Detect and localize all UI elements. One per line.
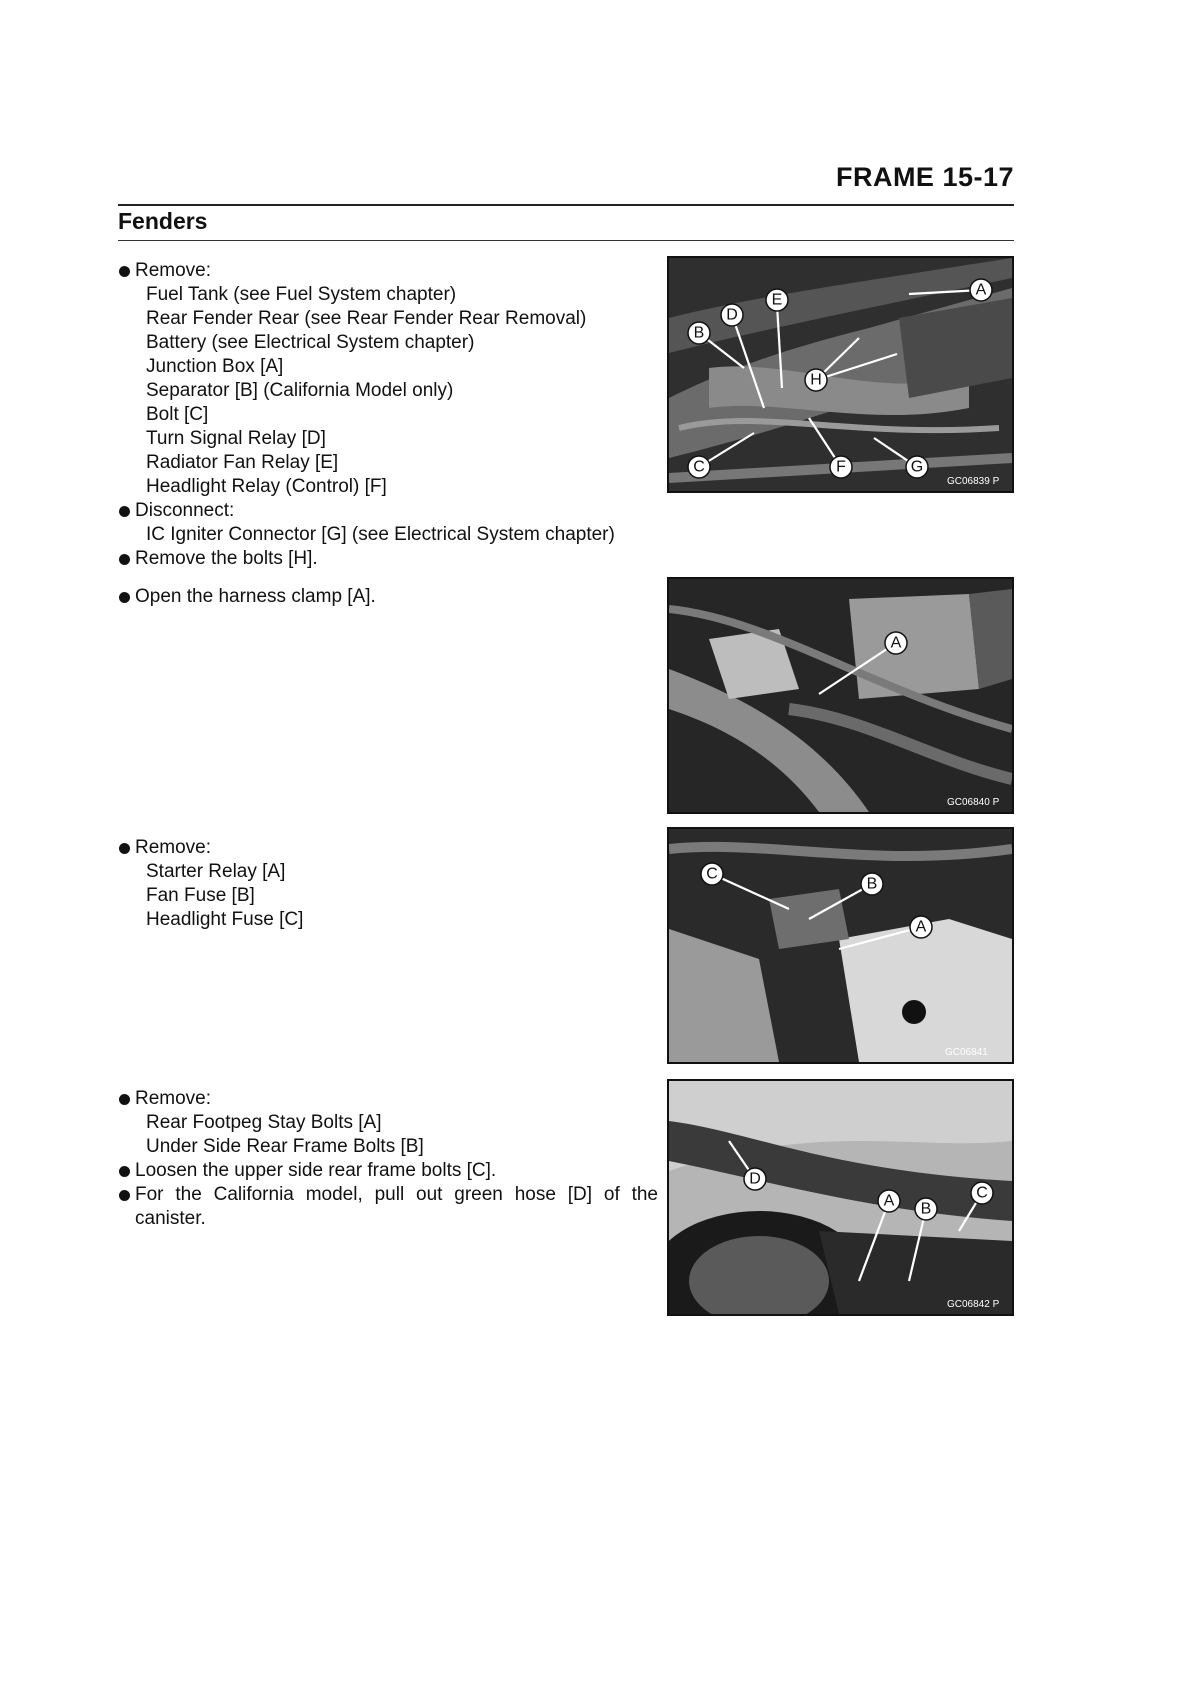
figure-3-label-a: A — [915, 918, 927, 936]
figure-1-label-b: B — [693, 324, 705, 342]
figure-2-code: GC06840 P — [947, 797, 1000, 808]
instruction-block-1 — [118, 259, 658, 571]
section-rule — [118, 240, 1014, 241]
figure-4-code: GC06842 P — [947, 1299, 1000, 1310]
figure-1-label-a: A — [975, 281, 987, 299]
section-title: Fenders — [118, 208, 208, 234]
sub-item: IC Igniter Connector [G] (see Electrical System chapter) — [146, 524, 615, 545]
figure-4-label-a: A — [883, 1192, 895, 1210]
figure-4-photo — [667, 1079, 1014, 1316]
instruction-block-4 — [118, 1087, 658, 1231]
figure-1-label-c: C — [693, 458, 705, 476]
sub-item: Rear Footpeg Stay Bolts [A] — [146, 1112, 382, 1133]
header-rule — [118, 204, 1014, 206]
bullet-item: Remove: — [118, 1087, 658, 1111]
bullet-item: Remove: — [118, 259, 658, 283]
figure-3-label-b: B — [866, 875, 878, 893]
sub-item: Fan Fuse [B] — [146, 885, 255, 906]
bullet-item: For the California model, pull out green hose [D] of the canister. — [118, 1183, 658, 1231]
figure-1-photo — [667, 256, 1014, 493]
figure-1-code: GC06839 P — [947, 476, 1000, 487]
figure-1-label-h: H — [810, 371, 822, 389]
sub-item: Turn Signal Relay [D] — [146, 428, 326, 449]
figure-3-label-c: C — [706, 865, 718, 883]
page-header: FRAME 15-17 — [835, 162, 1014, 192]
figure-2-label-a: A — [890, 634, 902, 652]
instruction-block-3 — [118, 836, 658, 932]
bullet-item: Loosen the upper side rear frame bolts [C]. — [118, 1159, 658, 1183]
sub-item: Rear Fender Rear (see Rear Fender Rear Removal) — [146, 308, 587, 329]
figure-4-label-b: B — [920, 1200, 932, 1218]
sub-item: Headlight Relay (Control) [F] — [146, 476, 387, 497]
bullet-item: Remove the bolts [H]. — [118, 547, 658, 571]
figure-2-photo — [667, 577, 1014, 814]
figure-1-label-d: D — [726, 306, 738, 324]
sub-item: Separator [B] (California Model only) — [146, 380, 454, 401]
figure-1-label-e: E — [771, 291, 783, 309]
figure-3-code: GC06841 — [945, 1047, 988, 1058]
instruction-block-2 — [118, 585, 658, 609]
figure-4-label-d: D — [749, 1170, 761, 1188]
sub-item: Battery (see Electrical System chapter) — [146, 332, 475, 353]
sub-item: Under Side Rear Frame Bolts [B] — [146, 1136, 424, 1157]
figure-1-label-g: G — [910, 458, 924, 476]
figure-1-label-f: F — [836, 458, 846, 476]
figure-4-label-c: C — [976, 1184, 988, 1202]
bullet-item: Remove: — [118, 836, 658, 860]
sub-item: Junction Box [A] — [146, 356, 284, 377]
sub-item: Fuel Tank (see Fuel System chapter) — [146, 284, 457, 305]
sub-item: Headlight Fuse [C] — [146, 909, 304, 930]
sub-item: Bolt [C] — [146, 404, 209, 425]
bullet-item: Disconnect: — [118, 499, 658, 523]
figure-3-photo — [667, 827, 1014, 1064]
bullet-item: Open the harness clamp [A]. — [118, 585, 658, 609]
sub-item: Radiator Fan Relay [E] — [146, 452, 339, 473]
sub-item: Starter Relay [A] — [146, 861, 286, 882]
